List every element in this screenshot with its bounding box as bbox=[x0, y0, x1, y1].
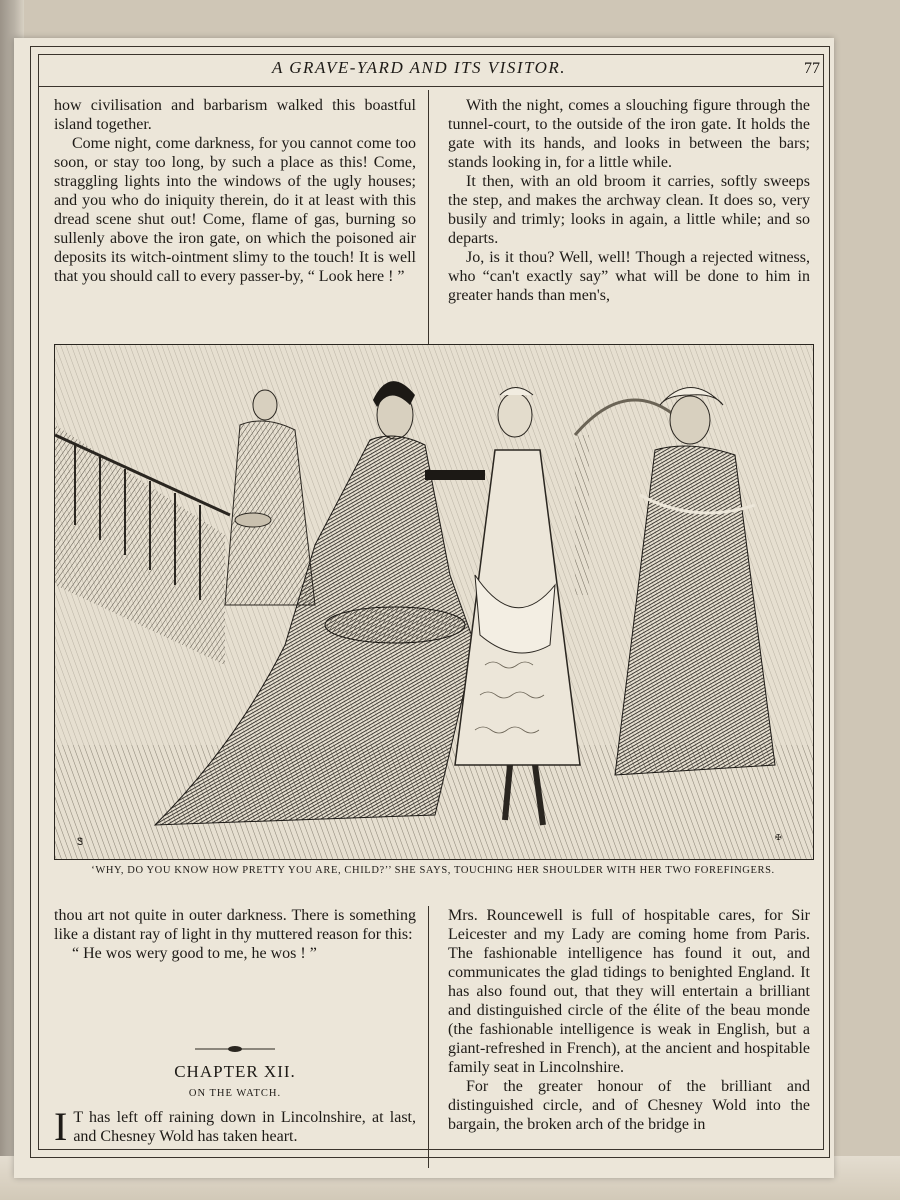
running-title: A GRAVE-YARD AND ITS VISITOR. bbox=[271, 58, 567, 77]
column-top-right bbox=[448, 96, 810, 305]
chapter-text: T has left off raining down in Lincolnshire, at last, and Chesney Wold has taken heart. bbox=[73, 1109, 416, 1145]
chapter-subtitle: ON THE WATCH. bbox=[188, 1088, 282, 1099]
chapter-ornament bbox=[54, 1044, 416, 1054]
column-top-left bbox=[54, 96, 416, 286]
illustration-caption: ‘WHY, DO YOU KNOW HOW PRETTY YOU ARE, CHILD?’’ SHE SAYS, TOUCHING HER SHOULDER WITH HER TWO FOREFINGERS. bbox=[91, 865, 775, 876]
paragraph: Mrs. Rouncewell is full of hospitable cares, for Sir Leicester and my Lady are coming home from Paris. The fashionable intelligence has found it out, and communicates the glad tidings to benighted England. It has also found out, that they will entertain a brilliant and distinguished circle of the élite of the beau monde (the fashionable intelligence is weak in English, but a giant-refreshed in French), at the ancient and hospitable family seat in Lincolnshire. bbox=[448, 907, 810, 1076]
paragraph: how civilisation and barbarism walked this boastful island together. bbox=[54, 97, 416, 133]
running-head bbox=[54, 58, 824, 84]
engraving-illustration bbox=[54, 344, 814, 860]
paragraph: Come night, come darkness, for you cannot come too soon, or stay too long, by such a place as this! Come, straggling lights into the windows of the ugly houses; and you who do iniquity therein, do it at least with this dread scene shut out! Come, flame of gas, burning so sullenly above the iron gate, on which the poisoned air deposits its witch-ointment slimy to the touch! It is well that you should call to every passer-by, “ Look here ! ” bbox=[54, 135, 416, 285]
chapter-opening-paragraph bbox=[54, 1104, 416, 1149]
paragraph: With the night, comes a slouching figure through the tunnel-court, to the outside of the iron gate. It holds the gate with its hands, and looks in between the bars; stands looking in, for a little while. bbox=[448, 97, 810, 171]
svg-text:✠: ✠ bbox=[775, 833, 782, 842]
chapter-title: CHAPTER XII. bbox=[174, 1062, 296, 1081]
column-divider-top bbox=[428, 90, 429, 360]
header-rule bbox=[38, 86, 824, 87]
drop-cap: I bbox=[54, 1104, 68, 1149]
quotation: “ He wos wery good to me, he wos ! ” bbox=[72, 945, 317, 962]
svg-text:Ꮥ: Ꮥ bbox=[77, 837, 84, 848]
paragraph: thou art not quite in outer darkness. There is something like a distant ray of light in thy muttered reason for this: bbox=[54, 907, 416, 943]
paragraph: For the greater honour of the brilliant and distinguished circle, and of Chesney Wold into the bargain, the broken arch of the bridge in bbox=[448, 1078, 810, 1133]
engraving-image bbox=[55, 345, 813, 859]
paragraph: It then, with an old broom it carries, softly sweeps the step, and makes the archway clean. It does so, very busily and trimly; looks in again, a little while; and so departs. bbox=[448, 173, 810, 247]
book-page bbox=[14, 38, 834, 1178]
column-bottom-right bbox=[448, 906, 810, 1134]
column-bottom-left bbox=[54, 906, 416, 963]
column-divider-bottom bbox=[428, 906, 429, 1168]
page-number: 77 bbox=[804, 60, 820, 77]
paragraph: Jo, is it thou? Well, well! Though a rejected witness, who “can't exactly say” what will be done to him in greater hands than men's, bbox=[448, 249, 810, 304]
